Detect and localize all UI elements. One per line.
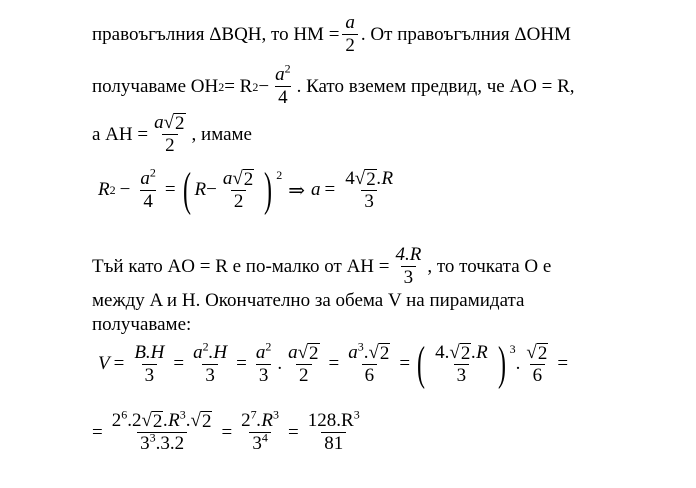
text-segment: . От правоъгълния ΔOHM	[360, 23, 571, 45]
text-line-1	[92, 12, 571, 57]
equation-3: = $2^6.2$ √ 2 $.R^3$. √ 2 $3^3.3.2$ = $\frac{2^7.R^3}{3^4}$ = $\frac{128.R^3}{81}$	[92, 407, 360, 454]
text-line-4: Тъй като AO = R е по-малко от AH = $\frac{4.R}{3}$ , то точката O е	[92, 244, 552, 288]
fraction-a2-over-4: $\frac{a^2}{4}$	[275, 61, 291, 108]
text-line-2: получаваме OH 2 = R 2 − $\frac{a^2}{4}$ . Като вземем предвид, че AO = R,	[92, 61, 575, 108]
text-line-3: а AH = a √ 2 2 , имаме	[92, 112, 252, 156]
fraction-a-root2-over-2: a √ 2 2	[154, 112, 185, 156]
text-line-5: между A и H. Окончателно за обема V на пирамидата	[92, 290, 525, 311]
equation-2: V = $\frac{B.H}{3}$ = $\frac{a^2.H}{3}$ = $\frac{a^2}{3}$ . a √ 2 2 = $a^3$. √ 2 6 = ( 4. √ 2 .R 3 ) 3 . √ 2 6 =	[98, 337, 569, 390]
text-segment: правоъгълния ΔBQH, то HM =	[92, 23, 340, 45]
text-line-6: получаваме:	[92, 314, 192, 335]
fraction-a-over-2: $\frac{a}{2}$	[342, 12, 358, 57]
equation-1: R 2 − $\frac{a^2}{4}$ = ( R − a √ 2 2 ) 2 ⇒ a = 4 √ 2 .R 3	[98, 163, 394, 216]
